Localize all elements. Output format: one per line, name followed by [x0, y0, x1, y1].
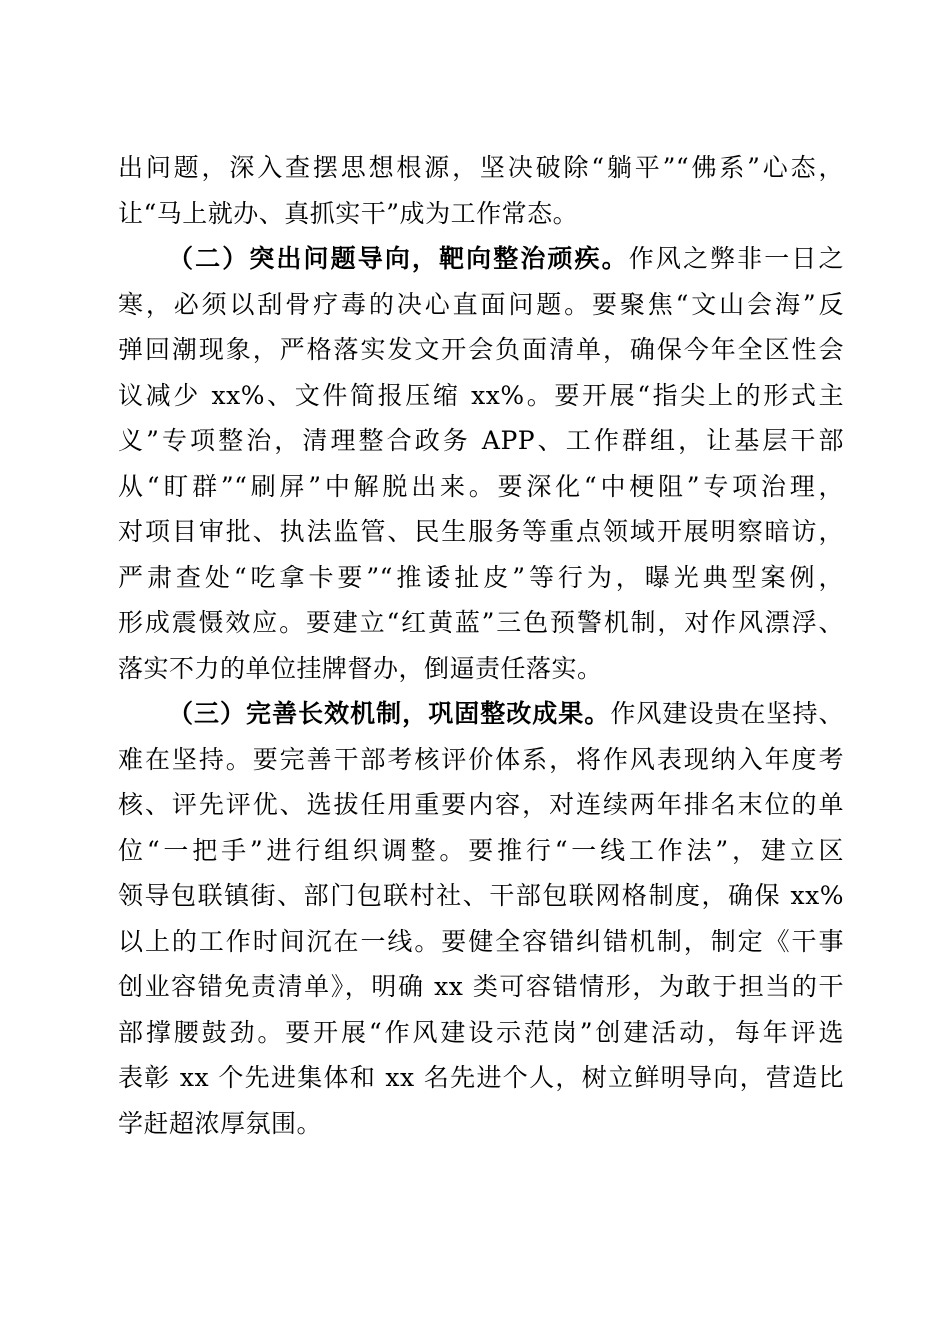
- paragraph-3-first-line: [118, 691, 844, 737]
- paragraph-3-first-line-text: 作风建设贵在坚持、: [610, 699, 844, 728]
- paragraph-3-line-9: 表彰 xx 个先进集体和 xx 名先进个人，树立鲜明导向，营造比: [118, 1063, 844, 1092]
- paragraph-1: [118, 145, 844, 236]
- paragraph-2-line-6: 从“盯群”“刷屏”中解脱出来。要深化“中梗阻”专项治理，: [118, 471, 844, 501]
- paragraph-3-line-7: 创业容错免责清单》，明确 xx 类可容错情形，为敢于担当的干: [118, 972, 844, 1001]
- paragraph-3: [118, 691, 844, 1146]
- paragraph-3-heading: （三）完善长效机制，巩固整改成果。: [168, 699, 611, 728]
- paragraph-3-line-10: 学赶超浓厚氛围。: [118, 1108, 323, 1138]
- paragraph-2-line-3: 弹回潮现象，严格落实发文开会负面清单，确保今年全区性会: [118, 335, 844, 364]
- paragraph-3-line-6: 以上的工作时间沉在一线。要健全容错纠错机制，制定《干事: [118, 926, 844, 956]
- paragraph-2-first-line-text: 作风之弊非一日之: [628, 244, 844, 273]
- paragraph-1-line-1: 出问题，深入查摆思想根源，坚决破除“躺平”“佛系”心态，: [118, 153, 844, 182]
- paragraph-2-heading: （二）突出问题导向，靶向整治顽疾。: [168, 244, 629, 273]
- paragraph-2: [118, 236, 844, 691]
- paragraph-3-line-5: 领导包联镇街、部门包联村社、干部包联网格制度，确保 xx%: [118, 881, 844, 910]
- paragraph-2-line-10: 落实不力的单位挂牌督办，倒逼责任落实。: [118, 653, 603, 683]
- paragraph-3-line-2: 难在坚持。要完善干部考核评价体系，将作风表现纳入年度考: [118, 744, 844, 774]
- paragraph-2-line-4: 议减少 xx%、文件简报压缩 xx%。要开展“指尖上的形式主: [118, 380, 844, 410]
- paragraph-3-line-4: 位“一把手”进行组织调整。要推行“一线工作法”，建立区: [118, 835, 844, 865]
- paragraph-2-first-line: [118, 236, 844, 282]
- paragraph-2-line-7: 对项目审批、执法监管、民生服务等重点领域开展明察暗访，: [118, 517, 844, 546]
- paragraph-1-line-2: 让“马上就办、真抓实干”成为工作常态。: [118, 198, 579, 228]
- paragraph-3-line-8: 部撑腰鼓劲。要开展“作风建设示范岗”创建活动，每年评选: [118, 1017, 844, 1047]
- paragraph-2-line-2: 寒，必须以刮骨疗毒的决心直面问题。要聚焦“文山会海”反: [118, 289, 844, 319]
- paragraph-2-line-8: 严肃查处“吃拿卡要”“推诿扯皮”等行为，曝光典型案例，: [118, 562, 844, 592]
- paragraph-2-line-9: 形成震慑效应。要建立“红黄蓝”三色预警机制，对作风漂浮、: [118, 608, 844, 637]
- paragraph-3-line-3: 核、评先评优、选拔任用重要内容，对连续两年排名末位的单: [118, 790, 844, 819]
- paragraph-2-line-5: 义”专项整治，清理整合政务 APP、工作群组，让基层干部: [118, 426, 844, 455]
